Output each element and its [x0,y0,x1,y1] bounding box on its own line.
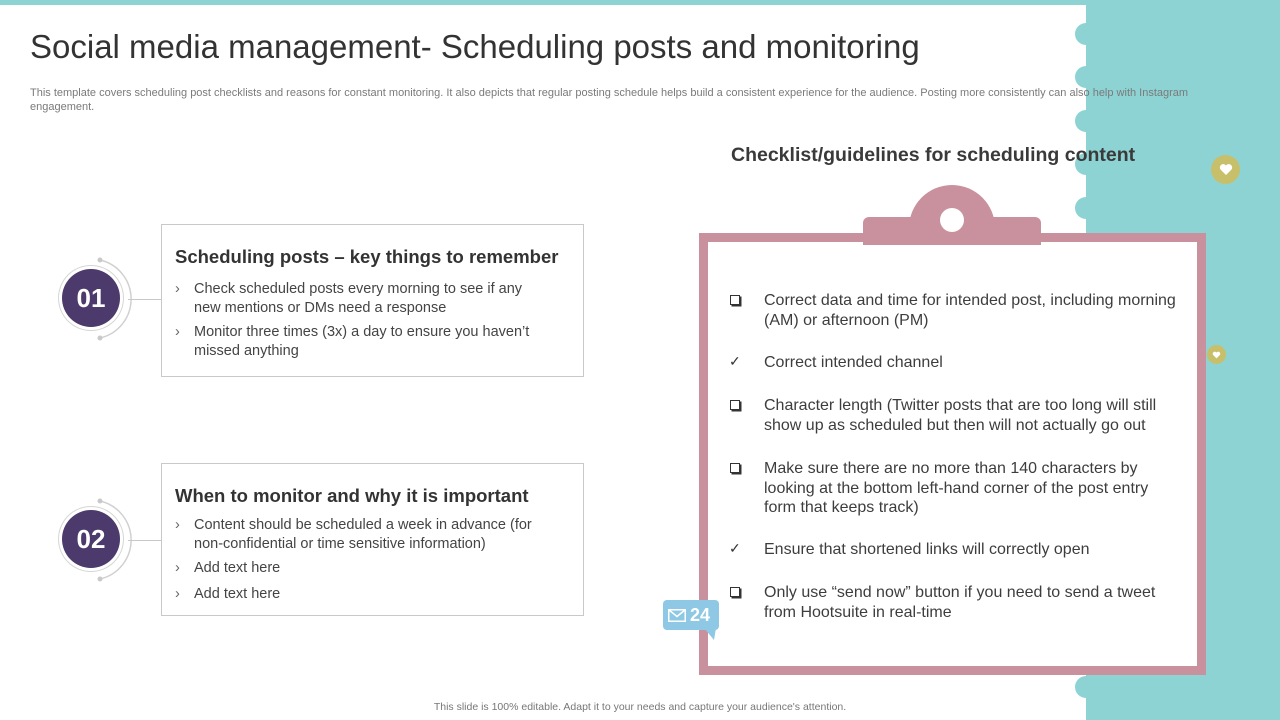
checklist-line: form that keeps track) [764,499,919,516]
checklist-line: Correct intended channel [764,354,943,371]
message-count: 24 [690,604,711,625]
checklist-item [728,540,1188,560]
step-marker-01 [60,256,132,342]
checklist-item [728,459,1188,519]
page-subtitle: This template covers scheduling post checklists and reasons for constant monitoring. It also depicts that regular posting schedule helps build a consistent experience for the audience. Posting more consistently can also help with Instagram engagement. [30,87,1189,113]
checklist-item [728,353,1188,373]
checklist-line: Make sure there are no more than 140 characters by [764,460,1138,477]
card-heading: Scheduling posts – key things to remember [175,246,559,267]
bullet-line: new mentions or DMs need a response [194,300,447,316]
slide-footer: This slide is 100% editable. Adapt it to your needs and capture your audience's attention. [433,701,847,713]
clipboard-clip-hole [940,208,964,232]
checklist-line: show up as scheduled but then will not actually go out [764,416,1146,434]
step-number: 02 [62,510,120,568]
checklist-line: looking at the bottom left-hand corner of the post entry [764,479,1149,497]
card-bullet [175,323,575,361]
bullet-line: missed anything [194,343,299,359]
page-title: Social media management- Scheduling posts and monitoring [30,28,920,65]
strip-scallop [1075,66,1097,88]
checklist-line: Correct data and time for intended post, including morning [764,292,1176,309]
checklist-line: (AM) or afternoon (PM) [764,311,929,329]
card-bullet [175,585,575,604]
card-heading: When to monitor and why it is important [175,485,529,506]
message-count-badge [663,600,719,630]
strip-scallop [1075,676,1097,698]
step-marker-02 [60,497,132,583]
step-card [161,463,584,616]
checklist-line: Ensure that shortened links will correctly open [764,541,1090,558]
bullet-line: Check scheduled posts every morning to see if any [194,281,523,297]
checklist-line: from Hootsuite in real-time [764,603,952,621]
bullet-line: Content should be scheduled a week in advance (for [194,517,532,533]
card-bullet [175,280,575,318]
step-card [161,224,584,377]
checkbox-icon [730,295,740,305]
checklist-item [728,396,1188,436]
checklist-line: Character length (Twitter posts that are too long will still [764,397,1157,414]
bullet-line: Add text here [194,560,281,576]
chevron-right-icon: › [175,281,180,297]
heart-icon [1207,345,1226,364]
step-connector [128,299,162,300]
checkmark-icon: ✓ [729,353,741,369]
chevron-right-icon: › [175,586,180,602]
heart-icon [1211,155,1240,184]
step-number: 01 [62,269,120,327]
bullet-line: Monitor three times (3x) a day to ensure you haven’t [194,324,530,340]
strip-scallop [1075,23,1097,45]
strip-scallop [1075,197,1097,219]
checklist-item [728,583,1188,623]
checklist-item [728,291,1188,331]
checkmark-icon: ✓ [729,540,741,556]
chevron-right-icon: › [175,560,180,576]
step-connector [128,540,162,541]
checkbox-icon [730,587,740,597]
checkbox-icon [730,400,740,410]
envelope-icon [668,609,686,622]
chevron-right-icon: › [175,517,180,533]
bullet-line: Add text here [194,586,281,602]
message-badge-tail [704,628,716,640]
bullet-line: non-confidential or time sensitive information) [194,536,486,552]
checklist-title: Checklist/guidelines for scheduling content [731,144,1136,166]
checkbox-icon [730,463,740,473]
card-bullet [175,559,575,578]
checklist-line: Only use “send now” button if you need to send a tweet [764,584,1156,601]
card-bullet [175,516,575,554]
chevron-right-icon: › [175,324,180,340]
